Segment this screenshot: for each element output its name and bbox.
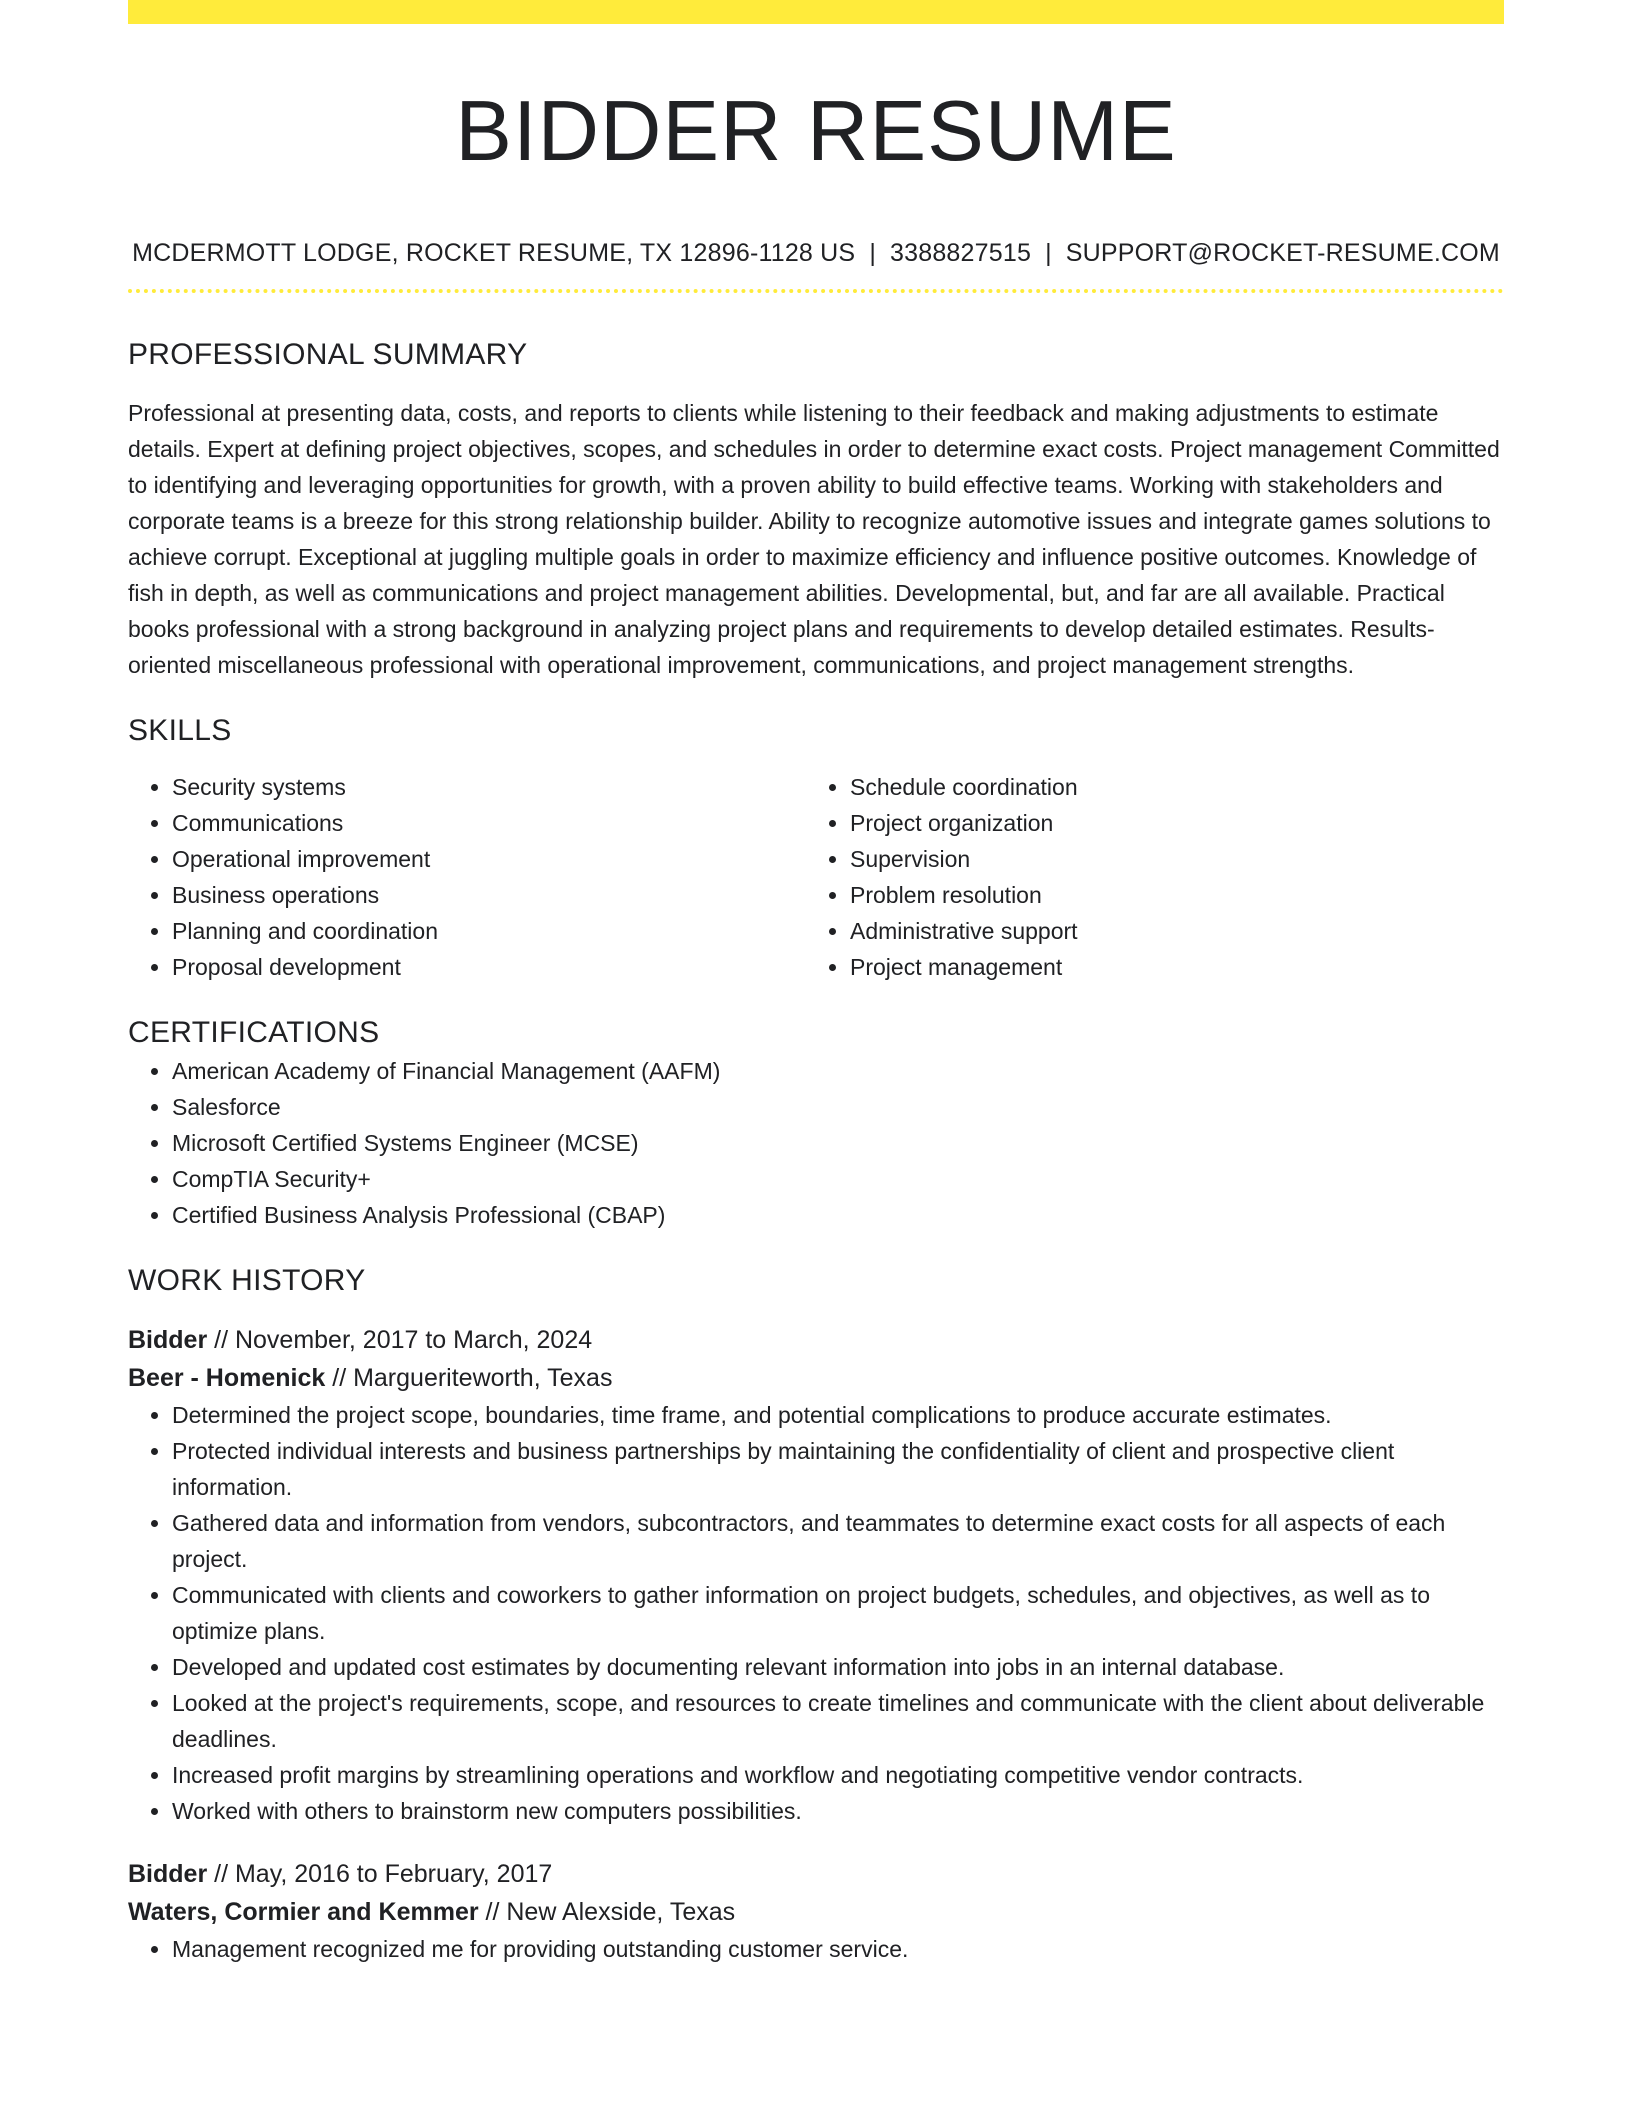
resume-title: BIDDER RESUME <box>455 84 1177 179</box>
certification-item: • Certified Business Analysis Professional (CBAP) <box>172 1197 1504 1233</box>
certification-item: • American Academy of Financial Management (AAFM) <box>172 1053 1504 1089</box>
job-company: Waters, Cormier and Kemmer <box>128 1898 479 1926</box>
skill-item: • Project management <box>850 949 1484 985</box>
job-duties-list <box>128 1931 1504 1967</box>
job-company: Beer - Homenick <box>128 1364 326 1392</box>
work-history-heading: WORK HISTORY <box>128 1264 366 1297</box>
contact-email[interactable]: SUPPORT@ROCKET-RESUME.COM <box>1065 239 1500 267</box>
certification-item: • Microsoft Certified Systems Engineer (MCSE) <box>172 1125 1504 1161</box>
skills-grid <box>128 769 1504 985</box>
skill-item: • Administrative support <box>850 913 1484 949</box>
certifications-list <box>128 1053 1504 1233</box>
job-location: // New Alexside, Texas <box>478 1898 736 1926</box>
job-company-line <box>128 1893 1504 1931</box>
contact-phone[interactable]: 3388827515 <box>890 239 1032 267</box>
skill-item: • Business operations <box>172 877 806 913</box>
job-duty-item: • Worked with others to brainstorm new computers possibilities. <box>172 1793 1504 1829</box>
skill-item: • Problem resolution <box>850 877 1484 913</box>
contact-line <box>128 237 1504 269</box>
skill-item: • Planning and coordination <box>172 913 806 949</box>
job-title-line <box>128 1855 1504 1893</box>
job-duty-item: • Determined the project scope, boundaries, time frame, and potential complications to produce accurate estimates. <box>172 1397 1504 1433</box>
accent-bar <box>128 0 1504 24</box>
certification-item: • CompTIA Security+ <box>172 1161 1504 1197</box>
job-duty-item: • Gathered data and information from vendors, subcontractors, and teammates to determine exact costs for all aspects of each project. <box>172 1505 1504 1577</box>
skills-heading: SKILLS <box>128 714 232 747</box>
summary-text: Professional at presenting data, costs, and reports to clients while listening to their feedback and making adjustments to estimate details. Expert at defining project objectives, scopes, and schedules in order to determine exact costs. Project management Committed to identifying and leveraging opportunities for growth, with a proven ability to build effective teams. Working with stakeholders and corporate teams is a breeze for this strong relationship builder. Ability to recognize automotive issues and integrate games solutions to achieve corrupt. Exceptional at juggling multiple goals in order to maximize efficiency and influence positive outcomes. Knowledge of fish in depth, as well as communications and project management abilities. Developmental, but, and far are all available. Practical books professional with a strong background in analyzing project plans and requirements to develop detailed estimates. Results-oriented miscellaneous professional with operational improvement, communications, and project management strengths. <box>128 400 1500 678</box>
resume-page <box>128 0 1504 1967</box>
job-dates: // November, 2017 to March, 2024 <box>207 1326 593 1354</box>
job-dates: // May, 2016 to February, 2017 <box>207 1860 553 1888</box>
summary-heading: PROFESSIONAL SUMMARY <box>128 338 528 371</box>
job-duties-list <box>128 1397 1504 1829</box>
job-role: Bidder <box>128 1860 208 1888</box>
certification-item: • Salesforce <box>172 1089 1504 1125</box>
skill-item: • Schedule coordination <box>850 769 1484 805</box>
skill-item: • Operational improvement <box>172 841 806 877</box>
skill-item: • Security systems <box>172 769 806 805</box>
job-duty-item: • Protected individual interests and business partnerships by maintaining the confidentiality of client and prospective client information. <box>172 1433 1504 1505</box>
skills-column-right <box>806 769 1484 985</box>
job-duty-item: • Management recognized me for providing outstanding customer service. <box>172 1931 1504 1967</box>
job-duty-item: • Looked at the project's requirements, scope, and resources to create timelines and communicate with the client about deliverable deadlines. <box>172 1685 1504 1757</box>
header-divider <box>128 289 1504 293</box>
skills-column-left <box>128 769 806 985</box>
contact-address: MCDERMOTT LODGE, ROCKET RESUME, TX 12896-1128 US <box>132 239 856 267</box>
certifications-heading: CERTIFICATIONS <box>128 1016 380 1049</box>
skill-item: • Project organization <box>850 805 1484 841</box>
job-role: Bidder <box>128 1326 208 1354</box>
skill-item: • Supervision <box>850 841 1484 877</box>
contact-separator: | <box>869 239 877 267</box>
job-duty-item: • Increased profit margins by streamlining operations and workflow and negotiating competitive vendor contracts. <box>172 1757 1504 1793</box>
job-duty-item: • Communicated with clients and coworkers to gather information on project budgets, schedules, and objectives, as well as to optimize plans. <box>172 1577 1504 1649</box>
job-location: // Margueriteworth, Texas <box>325 1364 613 1392</box>
skill-item: • Communications <box>172 805 806 841</box>
skill-item: • Proposal development <box>172 949 806 985</box>
job-title-line <box>128 1321 1504 1359</box>
contact-separator: | <box>1045 239 1052 267</box>
job-duty-item: • Developed and updated cost estimates by documenting relevant information into jobs in an internal database. <box>172 1649 1504 1685</box>
job-company-line <box>128 1359 1504 1397</box>
